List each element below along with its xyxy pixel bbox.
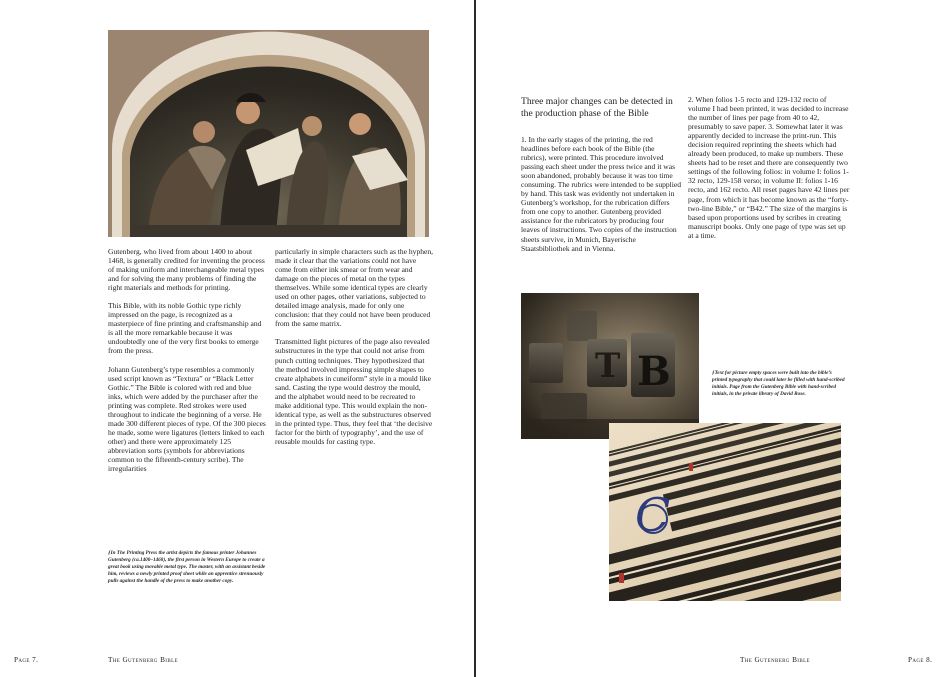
- paragraph: Transmitted light pictures of the page also revealed substructures in the type that could not arise from punch cutting techniques. They hypothesized that the method involved impressing simple shapes to create alphabets in cuneiform” style in a mould like sand. Casting the type would destroy the mould, and the alphabet would need to be recreated to make additional type. This would explain the non-identical type, as well as the substructures observed in the printed type. Thus, they feel that ‘the decisive factor for the birth of typography’, and the use of reusable moulds for casting type.: [275, 337, 433, 446]
- bible-page-photo: [609, 423, 841, 601]
- fresco-caption: ƒIn The Printing Press the artist depicts the famous printer Johannes Gutenberg (ca.1400–1468), the first person in Western Europe to create a great book using movable metal type. The master, with an assistant beside him, reviews a newly printed proof sheet while an apprentice strenuously pulls against the handle of the press to make another copy.: [108, 550, 266, 584]
- left-column-1: [108, 247, 266, 473]
- fresco-painting-image: [108, 30, 429, 237]
- paragraph: Johann Gutenberg’s type resembles a commonly used script known as “Textura” or “Black Letter Gothic.” The Bible is colored with red and blue inks, which were added by the purchaser after the printing was complete. Red strokes were used throughout to indicate the beginning of a verse. He made 300 different pieces of type. Of the 300 pieces he made, some were ligatures (letters linked to each other) and there were approximately 125 abbreviation sorts (symbols for abbreviations common to the fifteenth-century scribe). The irregularities: [108, 364, 266, 474]
- footer-page-number: Page 7.: [14, 656, 39, 664]
- paragraph: This Bible, with its noble Gothic type richly impressed on the page, is recognized as a masterpiece of fine printing and craftsmanship and is all the more remarkable because it was undoubtedly one of the very first books to emerge from the press.: [108, 301, 262, 356]
- footer-running-title: The Gutenberg Bible: [108, 656, 179, 664]
- paragraph: Gutenberg, who lived from about 1400 to about 1468, is generally credited for inventing the process of making uniform and interchangeable metal types and for solving the many problems of finding the right materials and methods for printing.: [108, 247, 265, 293]
- bible-caption: ƒText for picture empty spaces were built into the bible’s printed typography that could later be filled with hand-scribed initials. Page from the Gutenberg Bible with hand-scribed initials, in the private library of David Rose.: [712, 370, 845, 397]
- left-column-2: [275, 247, 433, 446]
- footer-running-title: The Gutenberg Bible: [740, 656, 811, 664]
- paragraph: 2. When folios 1-5 recto and 129-132 recto of volume I had been printed, it was decided to increase the number of lines per page from 40 to 42, presumably to save paper. 3. Somewhat later it was apparently decided to increase the print-run. This decision required reprinting the sheets which had already been produced, to make up numbers. These sheets had to be reset and there are consequently two settings of the following folios: in volume I: folios 1-32 recto, 129-158 verso; in volume II: folios 1-16 recto, and 162 recto. All reset pages have 42 lines per page, from which it has become known as the “forty-two-line Bible,” or “B42.” The size of the margins is based upon proportions used by scribes in creating manuscript books. Only one page of type was set up at a time.: [688, 95, 850, 240]
- right-page: [476, 0, 950, 677]
- left-page: [0, 0, 474, 677]
- paragraph: particularly in simple characters such as the hyphen, made it clear that the variations could not have come from either ink smear or from wear and damage on the pieces of metal on the types themselves. While some identical types are clearly used on other pages, other variations, subjected to detailed image analysis, made for only one conclusion: that they could not have been produced from the same matrix.: [275, 247, 434, 329]
- right-column-2: [688, 95, 850, 240]
- right-column-1: [521, 135, 681, 253]
- paragraph: 1. In the early stages of the printing, the red headlines before each book of the Bible (the rubrics), were printed. This procedure involved passing each sheet under the press twice and it was soon abandoned, probably because it was too time consuming. The rubrics were intended to be supplied by hand. This task was evidently not undertaken in Gutenberg’s workshop, for the rubrication differs from one copy to another. Gutenberg provided assistance for the rubricators by producing four leaves of instructions. Two copies of the instruction sheets survive, in Munich, Bayerische Staatsbibliothek and in Vienna.: [521, 135, 681, 253]
- footer-page-number: Page 8.: [908, 656, 933, 664]
- svg-text:T: T: [595, 346, 621, 386]
- svg-text:B: B: [637, 348, 671, 395]
- section-heading: Three major changes can be detected in the production phase of the Bible: [521, 96, 673, 119]
- svg-text:C: C: [635, 488, 671, 542]
- metal-type-photo: [521, 293, 699, 439]
